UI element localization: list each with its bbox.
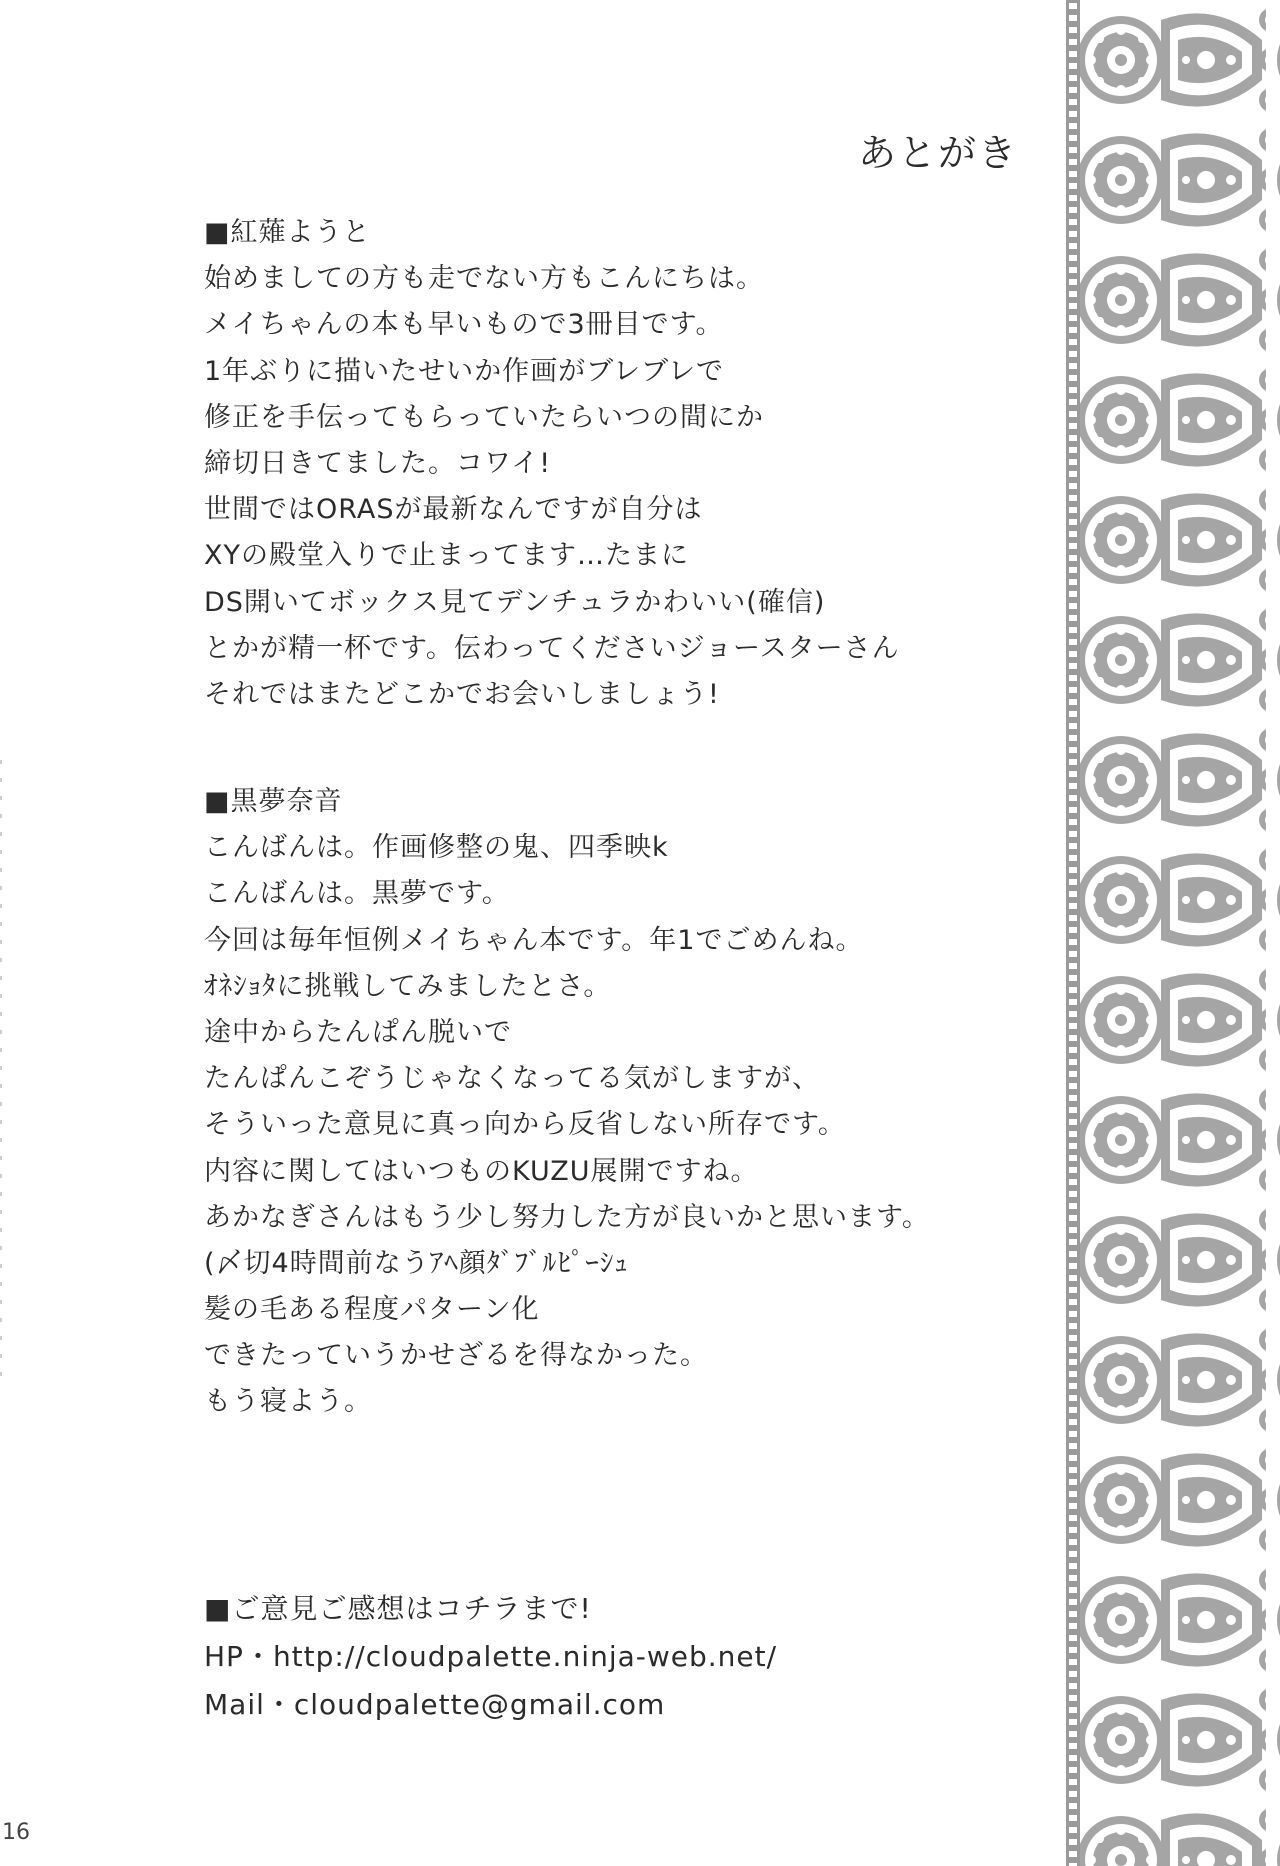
text-line: 始めましての方も走でない方もこんにちは。	[204, 263, 764, 295]
page-title: あとがき	[858, 131, 1019, 175]
page-edge-marks	[0, 760, 2, 1380]
page-number: 16	[2, 1820, 30, 1845]
section-heading: ■ご意見ご感想はコチラまで!	[204, 1592, 592, 1625]
text-line: それではまたどこかでお会いしましょう!	[204, 678, 720, 710]
lace-border-decoration	[1066, 0, 1280, 1866]
text-line: とかが精一杯です。伝わってくださいジョースターさん	[204, 632, 900, 664]
text-line: 髪の毛ある程度パターン化	[204, 1294, 540, 1326]
text-line: 締切日きてました。コワイ!	[204, 447, 552, 479]
section-heading: ■黒夢奈音	[204, 786, 343, 817]
text-line: (〆切4時間前なうｱﾍ顔ﾀﾞﾌﾞﾙﾋﾟｰｼｭ	[204, 1247, 629, 1279]
text-line: 1年ぶりに描いたせいか作画がブレブレで	[204, 355, 725, 387]
text-line: たんぱんこぞうじゃなくなってる気がしますが、	[204, 1063, 820, 1095]
text-line: DS開いてボックス見てデンチュラかわいい(確信)	[204, 586, 826, 618]
text-line: こんばんは。作画修整の鬼、四季映k	[204, 832, 669, 864]
text-line: XYの殿堂入りで止まってます…たまに	[204, 540, 689, 572]
text-line: もう寝よう。	[204, 1386, 372, 1418]
section-youto	[204, 210, 1034, 718]
text-line: できたっていうかせざるを得なかった。	[204, 1340, 708, 1372]
text-line: そういった意見に真っ向から反省しない所存です。	[204, 1109, 846, 1141]
text-line: ｵﾈｼｮﾀに挑戦してみましたとさ。	[204, 970, 612, 1002]
text-line: 世間ではORASが最新なんですが自分は	[204, 494, 703, 526]
homepage-url: HP・http://cloudpalette.ninja-web.net/	[204, 1640, 778, 1673]
section-kuromu	[204, 779, 1034, 1426]
text-line: こんばんは。黒夢です。	[204, 878, 510, 910]
text-line: メイちゃんの本も早いもので3冊目です。	[204, 309, 724, 341]
text-line: 今回は毎年恒例メイちゃん本です。年1でごめんね。	[204, 924, 864, 956]
text-line: 修正を手伝ってもらっていたらいつの間にか	[204, 401, 764, 433]
mail-address: Mail・cloudpalette@gmail.com	[204, 1688, 666, 1721]
text-line: あかなぎさんはもう少し努力した方が良いかと思います。	[204, 1201, 930, 1233]
text-line: 途中からたんぱん脱いで	[204, 1016, 512, 1048]
section-heading: ■紅薙ようと	[204, 217, 371, 248]
text-line: 内容に関してはいつものKUZU展開ですね。	[204, 1155, 759, 1187]
section-contact	[204, 1585, 1034, 1729]
